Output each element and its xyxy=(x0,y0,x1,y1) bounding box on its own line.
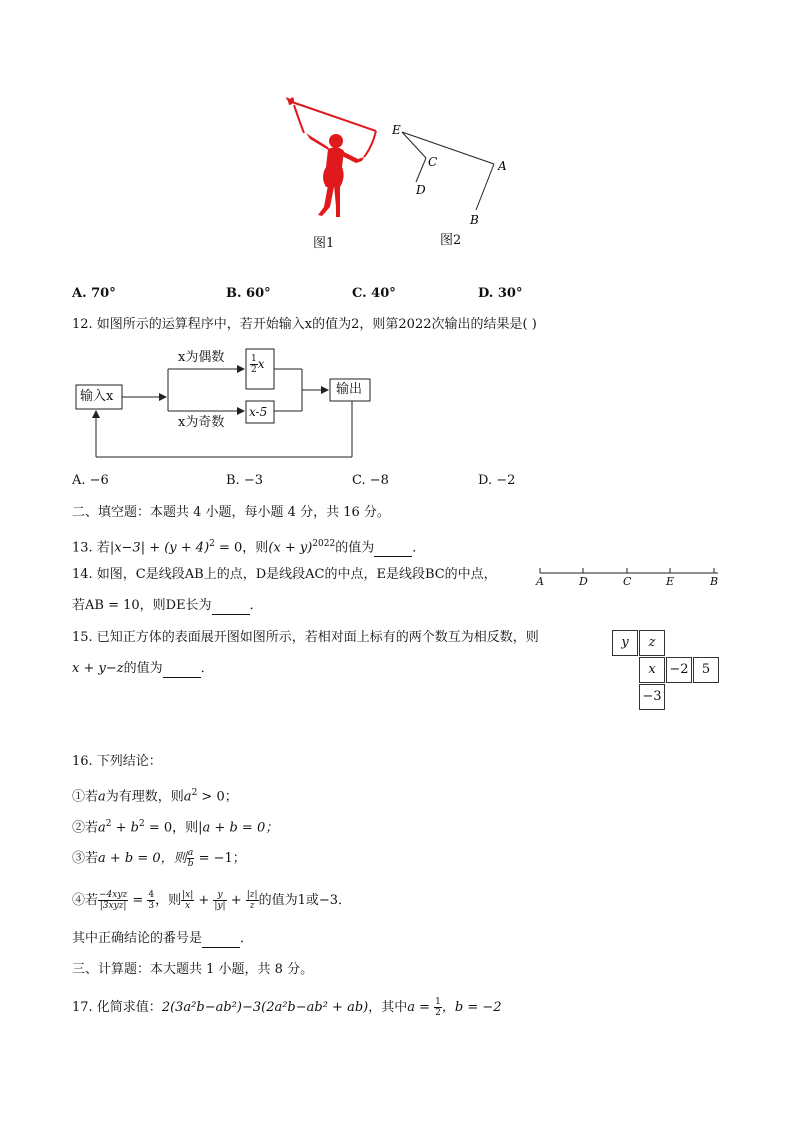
q12-option-b: B. −3 xyxy=(226,473,263,488)
q12-option-a: A. −6 xyxy=(72,473,109,488)
q11-option-a: A. 70° xyxy=(72,286,116,301)
flow-odd-label: x为奇数 xyxy=(178,415,225,430)
flow-input-box: 输入x xyxy=(80,389,114,404)
figure-1-caption: 图1 xyxy=(313,236,335,251)
cube-cell-minus2: −2 xyxy=(666,657,692,683)
label-A: A xyxy=(498,159,507,173)
label-E: E xyxy=(392,123,401,137)
section-3-heading: 三、计算题：本大题共 1 小题，共 8 分。 xyxy=(72,962,314,977)
q16-statement-2: ②若$a^2 + b^2 = 0$，则|a + b = 0； xyxy=(72,819,279,836)
cube-cell-z: z xyxy=(639,630,665,656)
flow-odd-op: x-5 xyxy=(249,405,268,419)
cube-cell-y: y xyxy=(612,630,638,656)
q12-option-c: C. −8 xyxy=(352,473,389,488)
q11-option-b: B. 60° xyxy=(226,286,271,301)
q16-statement-4: ④若 $\frac{\text{−4xyz}}{\text{|3xyz|}}$ = $\frac{4}{3}$ ，则 $\frac{|x|}{x}$ + $\frac{y}{|y|}$ + $\frac{|z|}{z}$ 的值为1或−3． xyxy=(72,890,351,911)
label-B: B xyxy=(470,213,479,227)
q14-segment-figure xyxy=(534,565,724,591)
flow-even-label: x为偶数 xyxy=(178,350,225,365)
seg-label-B: B xyxy=(710,575,719,588)
q12-option-d: D. −2 xyxy=(478,473,516,488)
q16-conclusion: 其中正确结论的番号是 ． xyxy=(72,931,254,946)
cube-cell-x: x xyxy=(639,657,665,683)
cube-cell-minus3: −3 xyxy=(639,684,665,710)
q15-line1: 15. 已知正方体的表面展开图如图所示，若相对面上标有的两个数互为相反数，则 xyxy=(72,630,539,645)
q16-statement-3: ③若a + b = 0，则 $\frac{a}{b}$ = −1； xyxy=(72,848,246,869)
q13: 13. 若$|x-3| + (y + 4)^2 = 0$，则$(x + y)^{2022}$的值为 ． xyxy=(72,539,426,556)
seg-label-C: C xyxy=(623,575,632,588)
label-D: D xyxy=(416,183,426,197)
q14-answer-blank xyxy=(212,602,250,615)
flow-even-op: $\frac{1}{2}$ x xyxy=(251,354,265,375)
q16-statement-1: ①若a为有理数，则$a^2 > 0$； xyxy=(72,788,238,805)
q15-cube-net xyxy=(612,630,722,712)
q12-stem: 12. 如图所示的运算程序中，若开始输入x的值为2，则第2022次输出的结果是( ) xyxy=(72,317,537,332)
q14-line2: 若AB = 10，则DE长为 ． xyxy=(72,598,263,613)
figure-1 xyxy=(280,95,385,225)
q12-flowchart xyxy=(72,345,382,465)
section-2-heading: 二、填空题：本题共 4 小题，每小题 4 分，共 16 分。 xyxy=(72,505,390,520)
seg-label-D: D xyxy=(579,575,588,588)
seg-label-E: E xyxy=(666,575,675,588)
seg-label-A: A xyxy=(536,575,544,588)
flow-output-box: 输出 xyxy=(336,382,363,397)
q11-option-d: D. 30° xyxy=(478,286,523,301)
label-C: C xyxy=(428,155,438,169)
q11-option-c: C. 40° xyxy=(352,286,396,301)
figure-2 xyxy=(388,118,518,228)
q16-stem: 16. 下列结论： xyxy=(72,754,162,769)
q16-answer-blank xyxy=(202,935,240,948)
q13-answer-blank xyxy=(374,544,412,557)
q17: 17. 化简求值：2(3a²b−ab²)−3(2a²b−ab² + ab)，其中a = $\frac{1}{2}$ ，b = −2 xyxy=(72,997,502,1018)
q14-line1: 14. 如图，C是线段AB上的点，D是线段AC的中点，E是线段BC的中点， xyxy=(72,567,497,582)
figure-2-caption: 图2 xyxy=(440,233,462,248)
q15-line2: x + y−z的值为 ． xyxy=(72,661,214,676)
q15-answer-blank xyxy=(163,665,201,678)
cube-cell-5: 5 xyxy=(693,657,719,683)
